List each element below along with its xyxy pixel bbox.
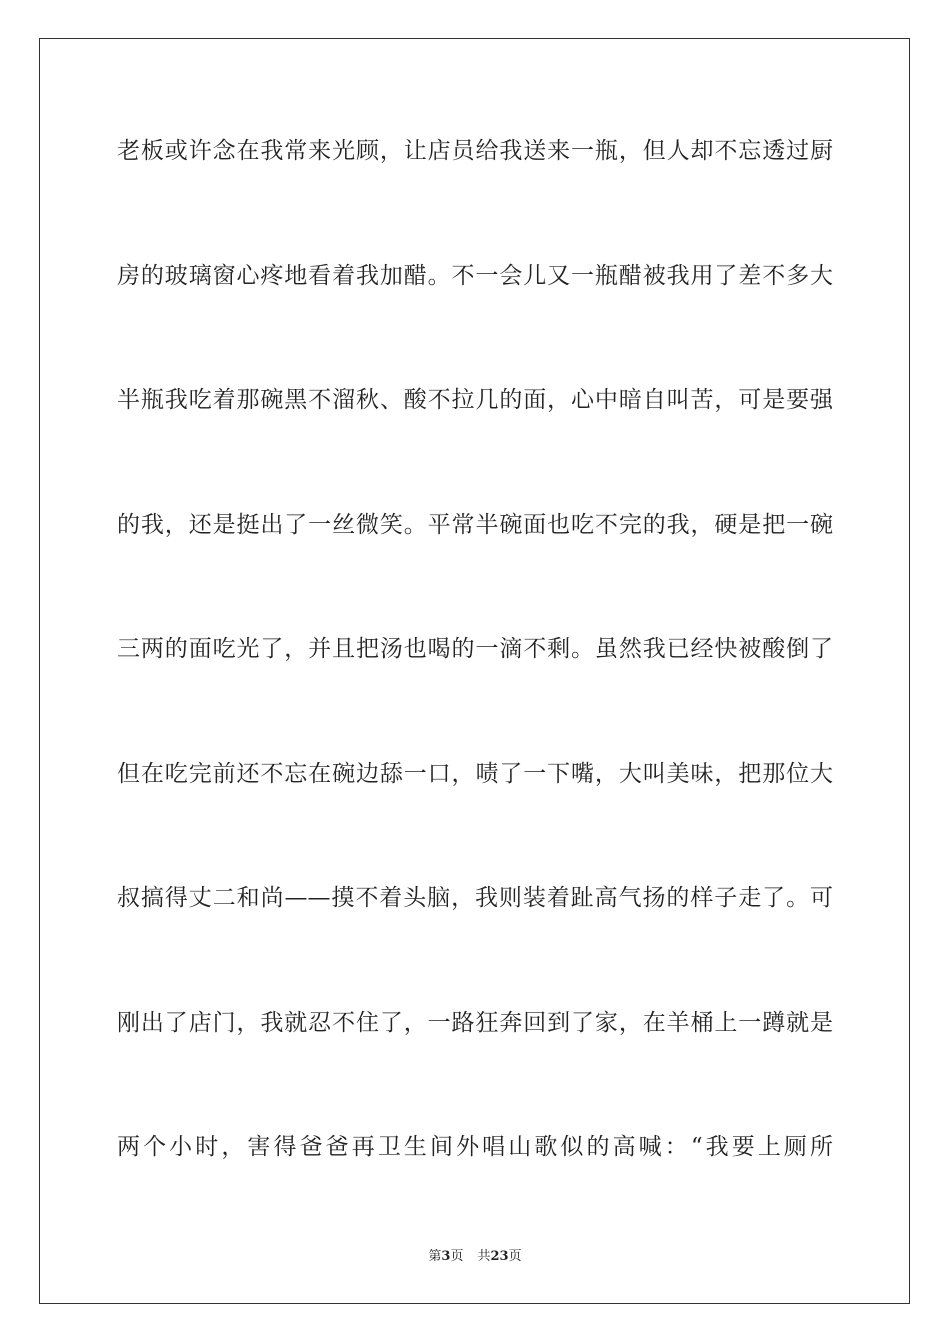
text-line-7: 叔搞得丈二和尚——摸不着头脑，我则装着趾高气扬的样子走了。可	[117, 885, 833, 911]
page-prefix: 第	[428, 1249, 442, 1264]
text-line-9: 两个小时，害得爸爸再卫生间外唱山歌似的高喊：“我要上厕所	[117, 1134, 833, 1160]
text-line-5: 三两的面吃光了，并且把汤也喝的一滴不剩。虽然我已经快被酸倒了	[117, 636, 833, 662]
text-line-8: 刚出了店门，我就忍不住了，一路狂奔回到了家，在羊桶上一蹲就是	[117, 1009, 833, 1036]
document-body	[117, 128, 833, 1249]
total-pages: 23	[490, 1249, 509, 1264]
page-footer	[0, 1247, 950, 1267]
total-suffix: 页	[508, 1249, 522, 1264]
page-suffix: 页	[450, 1249, 464, 1264]
text-line-4: 的我，还是挺出了一丝微笑。平常半碗面也吃不完的我，硬是把一碗	[117, 511, 833, 538]
text-line-2: 房的玻璃窗心疼地看着我加醋。不一会儿又一瓶醋被我用了差不多大	[117, 262, 833, 289]
text-line-6: 但在吃完前还不忘在碗边舔一口，啧了一下嘴，大叫美味，把那位大	[117, 760, 833, 787]
text-line-1: 老板或许念在我常来光顾，让店员给我送来一瓶，但人却不忘透过厨	[117, 138, 833, 164]
text-line-3: 半瓶我吃着那碗黑不溜秋、酸不拉几的面，心中暗自叫苦，可是要强	[117, 387, 833, 413]
total-prefix: 共	[477, 1249, 491, 1264]
page-number: 3	[441, 1249, 451, 1264]
